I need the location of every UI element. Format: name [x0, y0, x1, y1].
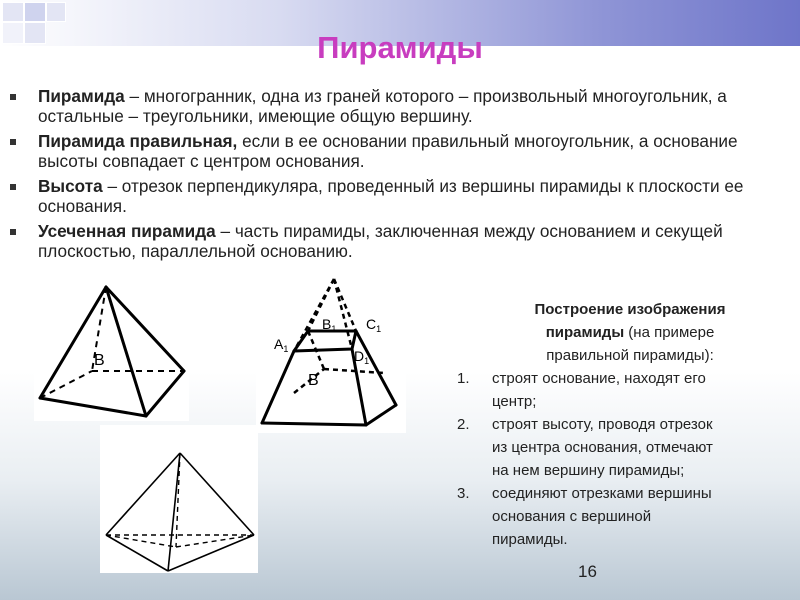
- step-text: из центра основания, отмечают: [492, 439, 713, 456]
- definition-pyramid: [10, 86, 790, 126]
- definition-text: если в ее основании правильный многоугольник, а основание высоты совпадает с центром основания.: [38, 131, 738, 171]
- vertex-label-a1: $A_1$: [274, 336, 289, 354]
- definition-text: – отрезок перпендикуляра, проведенный из вершины пирамиды к плоскости ее основания.: [38, 176, 744, 216]
- definition-term: Пирамида правильная,: [38, 131, 238, 151]
- step-text: центр;: [492, 393, 537, 410]
- definition-height: [10, 176, 790, 216]
- step-number: 1.: [457, 370, 470, 387]
- definition-term: Пирамида: [38, 86, 125, 106]
- tetrahedron-figure: [100, 425, 258, 573]
- step-text: пирамиды.: [492, 531, 568, 548]
- bullet-icon: [10, 94, 16, 100]
- bullet-icon: [10, 184, 16, 190]
- construction-step-list: [455, 367, 797, 551]
- bullet-icon: [10, 229, 16, 235]
- truncated-pyramid-figure: [256, 273, 406, 433]
- step-number: 2.: [457, 416, 470, 433]
- tetrahedron-drawing: [100, 425, 258, 573]
- definition-truncated-pyramid: [10, 221, 790, 261]
- construction-heading-rest: (на примере: [624, 324, 715, 341]
- construction-heading-bold: пирамиды: [545, 324, 625, 341]
- step-text: строят основание, находят его: [492, 370, 706, 387]
- construction-heading: [455, 298, 797, 367]
- definition-regular-pyramid: [10, 131, 790, 171]
- definition-text: – часть пирамиды, заключенная между основанием и секущей плоскостью, параллельной основанию.: [38, 221, 723, 261]
- construction-heading-line3: правильной пирамиды):: [546, 347, 714, 364]
- truncated-pyramid-drawing: [256, 273, 406, 433]
- step-text: на нем вершину пирамиды;: [492, 462, 685, 479]
- definition-term: Усеченная пирамида: [38, 221, 216, 241]
- definition-term: Высота: [38, 176, 103, 196]
- vertex-label-b1: $B_1$: [322, 316, 337, 334]
- definition-text: – многогранник, одна из граней которого – произвольный многоугольник, а остальные – треугольники, имеющие общую вершину.: [38, 86, 727, 126]
- pyramid-figure: [34, 281, 189, 421]
- step-text: соединяют отрезками вершины: [492, 485, 712, 502]
- step-item: [455, 413, 797, 482]
- step-text: строят высоту, проводя отрезок: [492, 416, 713, 433]
- vertex-label-b: B: [308, 372, 319, 389]
- bullet-icon: [10, 139, 16, 145]
- vertex-label-c1: $C_1$: [366, 316, 382, 334]
- step-item: [455, 482, 797, 551]
- pyramid-drawing: [34, 281, 189, 421]
- construction-steps: [455, 298, 797, 551]
- step-item: [455, 367, 797, 413]
- definitions-list: [10, 86, 790, 266]
- slide-title: Пирамиды: [317, 30, 483, 65]
- construction-heading-line1: Построение изображения: [534, 301, 726, 318]
- page-number: 16: [578, 562, 597, 581]
- step-text: основания с вершиной: [492, 508, 652, 525]
- vertex-label-d1: $D_1$: [354, 348, 370, 366]
- step-number: 3.: [457, 485, 470, 502]
- vertex-label: B: [94, 352, 105, 369]
